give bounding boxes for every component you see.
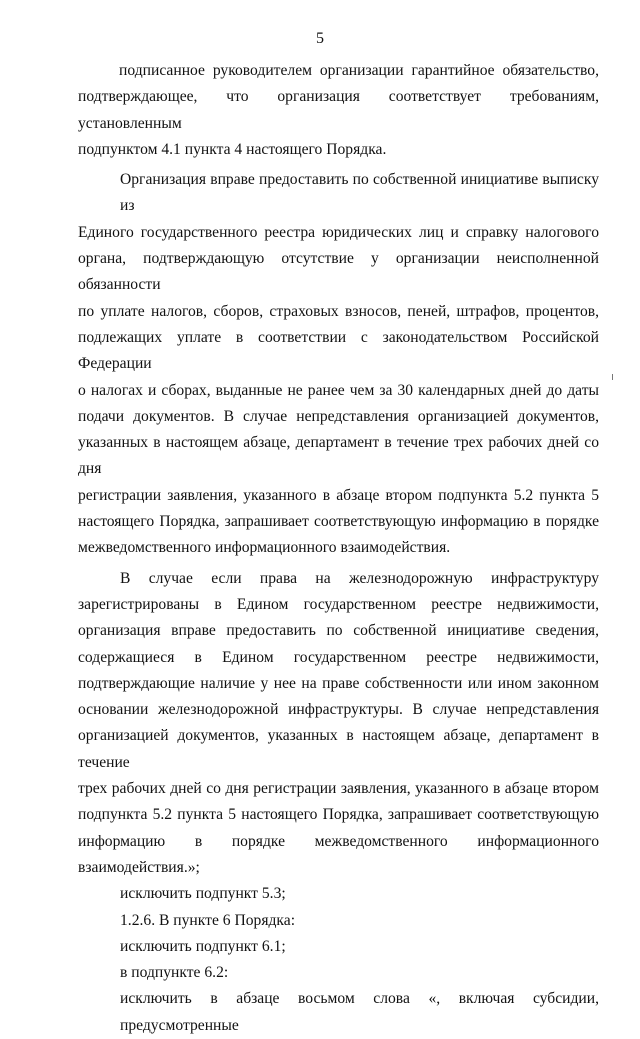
text-line: В случае если права на железнодорожную инфраструктуру: [120, 569, 599, 587]
text-line: Организация вправе предоставить по собственной инициативе выписку из: [120, 171, 599, 215]
text-line: исключить подпункт 5.3;: [120, 885, 286, 903]
text-line: указанных в настоящем абзаце, департамент в течение трех рабочих дней со дня: [78, 434, 599, 478]
text-line: подтверждающее, что организация соответствует требованиям, установленным: [78, 88, 599, 132]
scan-mark: [612, 374, 613, 380]
text-line: подачи документов. В случае непредставления организацией документов,: [78, 407, 599, 425]
text-line: подлежащих уплате в соответствии с законодательством Российской Федерации: [78, 328, 599, 373]
text-line: организация вправе предоставить по собственной инициативе сведения,: [78, 622, 599, 640]
text-line: в подпункте 6.2:: [120, 964, 229, 982]
text-line: исключить подпункт 6.1;: [120, 937, 286, 955]
text-line: о налогах и сборах, выданные не ранее чем за 30 календарных дней до даты: [78, 381, 599, 399]
text-line: информацию в порядке межведомственного информационного: [78, 832, 599, 850]
text-line: подпунктом 4.1 пункта 4 настоящего Порядка.: [78, 140, 387, 158]
text-line: взаимодействия.»;: [78, 858, 200, 876]
text-line: подписанное руководителем организации гарантийное обязательство,: [119, 62, 599, 79]
text-line: 1.2.6. В пункте 6 Порядка:: [120, 911, 296, 929]
text-line: организацией документов, указанных в настоящем абзаце, департамент в течение: [78, 727, 599, 771]
text-line: зарегистрированы в Едином государственном реестре недвижимости,: [78, 595, 599, 613]
text-line: органа, подтверждающую отсутствие у организации неисполненной обязанности: [78, 250, 599, 294]
text-line: трех рабочих дней со дня регистрации заявления, указанного в абзаце втором: [78, 780, 599, 798]
document-body: [78, 58, 599, 1039]
text-line: основании железнодорожной инфраструктуры. В случае непредставления: [78, 701, 599, 719]
text-line: регистрации заявления, указанного в абзаце втором подпункта 5.2 пункта 5: [78, 486, 599, 504]
text-line: настоящего Порядка, запрашивает соответствующую информацию в порядке: [78, 513, 599, 531]
text-line: межведомственного информационного взаимодействия.: [78, 539, 451, 557]
text-line: по уплате налогов, сборов, страховых взносов, пеней, штрафов, процентов,: [78, 302, 599, 320]
text-line: подтверждающие наличие у нее на праве собственности или ином законном: [78, 674, 599, 692]
text-line: исключить в абзаце восьмом слова «, включая субсидии, предусмотренные: [120, 990, 599, 1034]
text-line: содержащиеся в Едином государственном реестре недвижимости,: [78, 648, 599, 666]
text-line: Единого государственного реестра юридических лиц и справку налогового: [78, 223, 599, 241]
text-line: подпункта 5.2 пункта 5 настоящего Порядка, запрашивает соответствующую: [78, 806, 599, 824]
page-number: 5: [316, 30, 324, 47]
